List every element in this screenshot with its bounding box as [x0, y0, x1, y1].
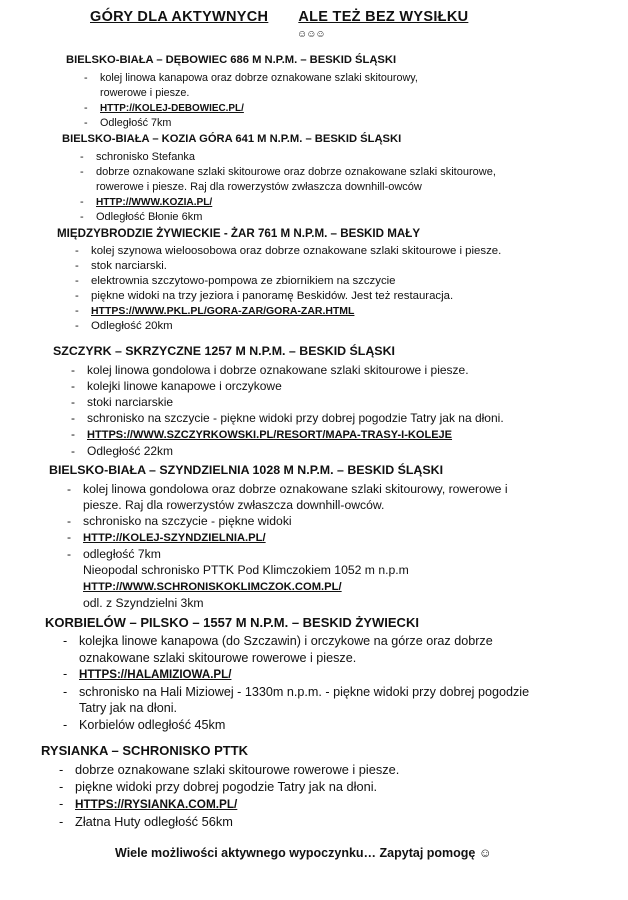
list-item: - kolej linowa gondolowa i dobrze oznakowane szlaki skitourowe i piesze. — [53, 362, 504, 378]
list-item-link — [57, 304, 501, 319]
list-item-link — [49, 529, 508, 546]
list-item: piesze. Raj dla rowerzystów zwłaszcza downhill-owców. — [83, 498, 385, 512]
section-heading: BIELSKO-BIAŁA – KOZIA GÓRA 641 M N.P.M. – BESKID ŚLĄSKI — [62, 133, 402, 145]
list-item-link — [66, 101, 418, 116]
list-item: rowerowe i piesze. Raj dla rowerzystów zwłaszcza downhill-owców — [96, 181, 422, 193]
list-item: - piękne widoki przy dobrej pogodzie Tatry jak na dłoni. — [41, 778, 399, 795]
list-item: - stoki narciarskie — [53, 394, 504, 410]
list-item: - Odległość 20km — [57, 319, 501, 334]
list-item: - stok narciarski. — [57, 259, 501, 274]
list-item: - schronisko na szczycie - piękne widoki — [49, 513, 508, 529]
website-link[interactable]: HTTP://KOLEJ-SZYNDZIELNIA.PL/ — [83, 532, 266, 544]
footer-note: Wiele możliwości aktywnego wypoczynku… Zapytaj pomogę ☺ — [115, 846, 492, 860]
list-item: - kolejki linowe kanapowe i orczykowe — [53, 378, 504, 394]
list-item: - dobrze oznakowane szlaki skitourowe rowerowe i piesze. — [41, 761, 399, 778]
smiley-icons: ☺☺☺ — [297, 29, 325, 40]
section-items — [57, 244, 501, 334]
website-link[interactable]: HTTPS://HALAMIZIOWA.PL/ — [79, 669, 232, 681]
website-link[interactable]: HTTP://WWW.SCHRONISKOKLIMCZOK.COM.PL/ — [83, 581, 342, 593]
section-rysianka — [41, 742, 399, 830]
list-item: odl. z Szyndzielni 3km — [83, 596, 204, 610]
list-item-link — [49, 578, 508, 595]
list-item: - kolej linowa gondolowa oraz dobrze oznakowane szlaki skitourowy, rowerowe i — [49, 481, 508, 497]
website-link[interactable]: HTTPS://RYSIANKA.COM.PL/ — [75, 798, 238, 811]
section-pilsko — [45, 614, 529, 733]
list-item: - Odległość Błonie 6km — [62, 210, 496, 225]
list-item: - schronisko na szczycie - piękne widoki przy dobrej pogodzie Tatry jak na dłoni. — [53, 410, 504, 426]
title-part-2: ALE TEŻ BEZ WYSIŁKU — [298, 9, 469, 25]
section-items — [41, 761, 399, 830]
list-item-link — [41, 795, 399, 813]
list-item: - kolejka linowe kanapowa (do Szczawin) i orczykowe na górze oraz dobrze — [45, 633, 529, 650]
list-item: - Korbielów odległość 45km — [45, 717, 529, 734]
section-debowiec — [66, 52, 418, 131]
section-items — [66, 71, 418, 131]
section-heading: BIELSKO-BIAŁA – DĘBOWIEC 686 M N.P.M. – BESKID ŚLĄSKI — [66, 54, 397, 66]
list-item: oznakowane szlaki skitourowe rowerowe i piesze. — [79, 650, 357, 665]
list-item: - piękne widoki na trzy jeziora i panoramę Beskidów. Jest też restauracja. — [57, 289, 501, 304]
section-heading: RYSIANKA – SCHRONISKO PTTK — [41, 743, 249, 758]
website-link[interactable]: HTTP://KOLEJ-DEBOWIEC.PL/ — [100, 103, 244, 114]
list-item: - schronisko na Hali Miziowej - 1330m n.p.m. - piękne widoki przy dobrej pogodzie — [45, 684, 529, 701]
section-skrzyczne — [53, 343, 504, 459]
list-item-link — [45, 666, 529, 684]
section-items — [49, 481, 508, 611]
title-part-1: GÓRY DLA AKTYWNYCH — [90, 9, 269, 25]
section-heading: SZCZYRK – SKRZYCZNE 1257 M N.P.M. – BESKID ŚLĄSKI — [53, 344, 395, 358]
website-link[interactable]: HTTPS://WWW.SZCZYRKOWSKI.PL/RESORT/MAPA-TRASY-I-KOLEJE — [87, 429, 453, 441]
section-heading: MIĘDZYBRODZIE ŻYWIECKIE - ŻAR 761 M N.P.M. – BESKID MAŁY — [57, 227, 421, 240]
list-item: Tatry jak na dłoni. — [79, 701, 178, 715]
section-szyndzielnia — [49, 462, 508, 611]
page-title — [90, 9, 468, 25]
list-item: - kolej linowa kanapowa oraz dobrze oznakowane szlaki skitourowy, — [66, 71, 418, 86]
list-item: - kolej szynowa wieloosobowa oraz dobrze oznakowane szlaki skitourowe i piesze. — [57, 244, 501, 259]
list-item: - Złatna Huty odległość 56km — [41, 813, 399, 830]
list-item: Nieopodal schronisko PTTK Pod Klimczokiem 1052 m n.p.m — [83, 563, 409, 577]
list-item: - dobrze oznakowane szlaki skitourowe oraz dobrze oznakowane szlaki skitourowe, — [62, 165, 496, 180]
list-item-link — [62, 195, 496, 210]
list-item: - Odległość 7km — [66, 116, 418, 131]
list-item: - schronisko Stefanka — [62, 150, 496, 165]
list-item: - Odległość 22km — [53, 443, 504, 459]
section-zar — [57, 225, 501, 334]
website-link[interactable]: HTTPS://WWW.PKL.PL/GORA-ZAR/GORA-ZAR.HTML — [91, 306, 355, 317]
list-item: - elektrownia szczytowo-pompowa ze zbiornikiem na szczycie — [57, 274, 501, 289]
list-item: rowerowe i piesze. — [100, 87, 190, 99]
website-link[interactable]: HTTP://WWW.KOZIA.PL/ — [96, 197, 213, 208]
section-items — [53, 362, 504, 459]
section-heading: BIELSKO-BIAŁA – SZYNDZIELNIA 1028 M N.P.M. – BESKID ŚLĄSKI — [49, 463, 444, 477]
section-heading: KORBIELÓW – PILSKO – 1557 M N.P.M. – BESKID ŻYWIECKI — [45, 615, 419, 630]
list-item-link — [53, 426, 504, 443]
section-items — [62, 150, 496, 225]
section-kozia-gora — [62, 131, 496, 225]
list-item: - odległość 7km — [49, 546, 508, 562]
section-items — [45, 633, 529, 733]
